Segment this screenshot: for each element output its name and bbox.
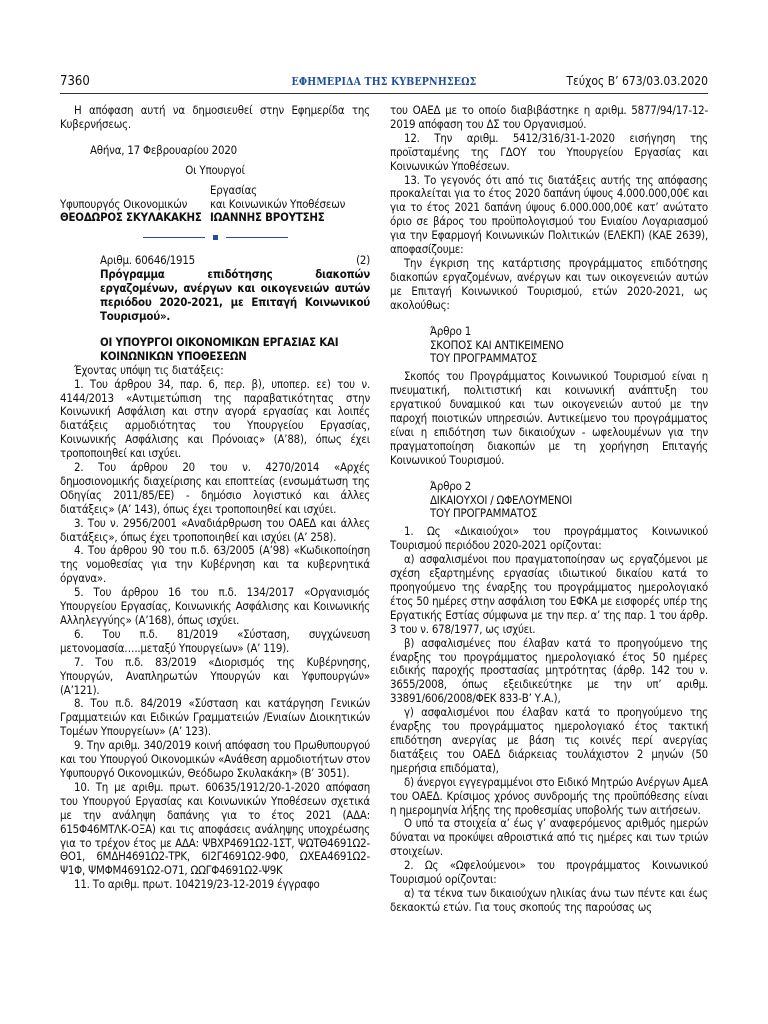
legal-basis-item: 4. Του άρθρου 90 του π.δ. 63/2005 (Α’98) «Κωδικοποίηση της νομοθεσίας για την Κυβέρνηση και τα κυβερνητικά όργανα». xyxy=(60,543,370,586)
article1-text: Σκοπός του Προγράμματος Κοινωνικού Τουρισμού είναι η πνευματική, πολιτιστική και κοινωνική ανάπτυξη του εργατικού δυναμικού και των οικογενειών αυτού με την παροχή ποιοτικών υπηρεσιών. Αντικείμενο του προγράμματος είναι η επιδότηση των δικαιούχων - ωφελουμένων για την πραγματοποίηση διακοπών με τη χορήγηση Επιταγής Κοινωνικού Τουρισμού. xyxy=(390,369,708,467)
place-date: Αθήνα, 17 Φεβρουαρίου 2020 xyxy=(90,142,237,157)
article2-paragraphs xyxy=(390,525,708,914)
gazette-name: ΕΦΗΜΕΡΙΔΑ ΤΗΣ ΚΥΒΕΡΝΗΣΕΩΣ xyxy=(291,74,477,88)
decision-header xyxy=(60,254,370,268)
legal-basis-item: 11. Το αριθμ. πρωτ. 104219/23-12-2019 έγγραφο xyxy=(74,877,320,892)
left-items xyxy=(60,378,370,893)
legal-basis-item: του ΟΑΕΔ με το οποίο διαβιβάστηκε η αριθμ. 5877/94/17-12-2019 απόφαση του ΔΣ του Οργανισμού. xyxy=(390,103,708,131)
article2-paragraph: γ) ασφαλισμένοι που έλαβαν κατά το προηγούμενο της έναρξης του προγράμματος ημερολογιακό έτος τακτική επιδότηση ανεργίας με βάση τις κοινές περί ανεργίας διατάξεις του ΟΑΕΔ διάρκειας τουλάχιστον 2 μηνών (50 ημερήσια επιδόματα), xyxy=(390,705,708,775)
legal-basis-item: Την έγκριση της κατάρτισης προγράμματος επιδότησης διακοπών εργαζομένων, ανέργων και των οικογενειών αυτών με Επιταγή Κοινωνικού Τουρισμού, ετών 2020-2021, ως ακολούθως: xyxy=(390,255,708,312)
sig-right-role-2: και Κοινωνικών Υποθέσεων xyxy=(210,196,346,211)
article2-paragraph: Ο υπό τα στοιχεία α’ έως γ’ αναφερόμενος αριθμός ημερών δύναται να προκύψει αθροιστικά από τις ημέρες και των τριών στοιχείων. xyxy=(390,816,708,859)
considering-line: Έχοντας υπόψη τις διατάξεις: xyxy=(74,362,224,377)
decision-number: Αριθμ. 60646/1915 xyxy=(100,253,195,268)
decision-title: Πρόγραμμα επιδότησης διακοπών εργαζομένων, ανέργων και οικογενειών αυτών περιόδου 2020-2021, με Επιταγή Κοινωνικού Τουρισμού». xyxy=(100,267,370,323)
legal-basis-item: 8. Του π.δ. 84/2019 «Σύσταση και κατάργηση Γενικών Γραμματειών και Ειδικών Γραμματειών /Ενιαίων Διοικητικών Τομέων Υπουργείων» (Α’ 123). xyxy=(60,696,370,739)
ministers-title: Οι Υπουργοί xyxy=(185,162,245,177)
article2-paragraph: 1. Ως «Δικαιούχοι» του προγράμματος Κοινωνικού Τουρισμού περιόδου 2020-2021 ορίζονται: xyxy=(390,524,708,553)
sig-right-name: ΙΩΑΝΝΗΣ ΒΡΟΥΤΣΗΣ xyxy=(210,210,325,225)
article2-paragraph: α) τα τέκνα των δικαιούχων ηλικίας άνω των πέντε και έως δεκαοκτώ ετών. Για τους σκοπούς της παρούσας ως xyxy=(390,885,708,914)
article2-paragraph: α) ασφαλισμένοι που πραγματοποίησαν ως εργαζόμενοι με σχέση εξαρτημένης εργασίας ιδιωτικού δικαίου κατά το προηγούμενο της έναρξης του προγράμματος ημερολογιακό έτος 50 ημέρες στην ασφάλιση του ΕΦΚΑ με εισφορές υπέρ της Εργατικής Εστίας σύμφωνα με την περ. α’ της παρ. 1 του άρθρ. 3 του ν. 678/1977, ως ισχύει. xyxy=(390,552,708,636)
legal-basis-item: 12. Την αριθμ. 5412/316/31-1-2020 εισήγηση της προϊσταμένης της ΓΔΟΥ του Υπουργείου Εργασίας και Κοινωνικών Υποθέσεων. xyxy=(390,130,708,173)
article2-paragraph: β) ασφαλισμένες που έλαβαν κατά το προηγούμενο της έναρξης του προγράμματος ημερολογιακό έτος 50 ημέρες ειδικής παροχής προστασίας μητρότητας (άρθρ. 142 του ν. 3655/2008, όπως εξειδικεύτηκε με την υπ’ αριθμ. 33891/606/2008/ΦΕΚ 833-Β’ Υ.Α.), xyxy=(390,635,708,706)
sig-left-name: ΘΕΟΔΩΡΟΣ ΣΚΥΛΑΚΑΚΗΣ xyxy=(60,210,202,225)
legal-basis-item: 5. Του άρθρου 16 του π.δ. 134/2017 «Οργανισμός Υπουργείου Εργασίας, Κοινωνικής Ασφάλισης και Κοινωνικής Αλληλεγγύης» (Α’168), όπως ισχύει. xyxy=(60,585,370,627)
decision-index: (2) xyxy=(356,253,370,268)
legal-basis-item: 6. Του π.δ. 81/2019 «Σύσταση, συγχώνευση μετονομασία…..μεταξύ Υπουργείων» (Α’ 119). xyxy=(60,626,370,655)
publish-line: Η απόφαση αυτή να δημοσιευθεί στην Εφημερίδα της Κυβερνήσεως. xyxy=(60,103,370,131)
page-number: 7360 xyxy=(60,74,90,89)
legal-basis-item: 7. Του π.δ. 83/2019 «Διορισμός της Κυβέρνησης, Υπουργών, Αναπληρωτών Υπουργών και Υφυπουργών» (Α’121). xyxy=(60,654,370,697)
page-header xyxy=(60,74,708,90)
article2-title-2: ΤΟΥ ΠΡΟΓΡΑΜΜΑΤΟΣ xyxy=(430,506,537,521)
article2-paragraph: 2. Ως «Ωφελούμενοι» του προγράμματος Κοινωνικού Τουρισμού ορίζονται: xyxy=(390,858,708,887)
legal-basis-item: 2. Του άρθρου 20 του ν. 4270/2014 «Αρχές δημοσιονομικής διαχείρισης και εποπτείας (ενσωμάτωση της Οδηγίας 2011/85/ΕΕ) - δημόσιο λογιστικό και άλλες διατάξεις» (Α’ 143), όπως έχει τροποποιηθεί και ισχύει. xyxy=(60,460,370,516)
section-divider xyxy=(60,235,370,240)
right-column xyxy=(390,104,708,915)
legal-basis-item: 9. Την αριθμ. 340/2019 κοινή απόφαση του Πρωθυπουργού και του Υπουργού Οικονομικών «Ανάθεση αρμοδιοτήτων στον Υφυπουργό Οικονομικών, Θεόδωρο Σκυλακάκη» (Β’ 3051). xyxy=(60,738,370,780)
issue-reference: Τεύχος B’ 673/03.03.2020 xyxy=(566,74,708,88)
legal-basis-item: 1. Του άρθρου 34, παρ. 6, περ. β), υποπερ. εε) του ν. 4144/2013 «Αντιμετώπιση της παραβατικότητας στην Κοινωνική Ασφάλιση και στην αγορά εργασίας και λοιπές διατάξεις αρμοδιότητας του Υπουργείου Εργασίας, Κοινωνικής Ασφάλισης και Πρόνοιας» (Α’88), όπως έχει τροποποιηθεί και ισχύει. xyxy=(60,376,370,461)
sig-right-role-1: Εργασίας xyxy=(210,182,257,197)
article2-title-1: ΔΙΚΑΙΟΥΧΟΙ / ΩΦΕΛΟΥΜΕΝΟΙ xyxy=(430,492,573,507)
header-rule xyxy=(60,93,708,94)
article1-label: Άρθρο 1 xyxy=(430,323,472,338)
article2-label: Άρθρο 2 xyxy=(430,478,472,493)
article2-paragraph: δ) άνεργοι εγγεγραμμένοι στο Ειδικό Μητρώο Ανέργων ΑμεΑ του ΟΑΕΔ. Κρίσιμος χρόνος συνδρομής της προϋπόθεσης είναι η ημερομηνία λήξης της προθεσμίας υποβολής των αιτήσεων. xyxy=(390,774,708,817)
authority-title: ΟΙ ΥΠΟΥΡΓΟΙ ΟΙΚΟΝΟΜΙΚΩΝ ΕΡΓΑΣΙΑΣ ΚΑΙ ΚΟΙΝΩΝΙΚΩΝ ΥΠΟΘΕΣΕΩΝ xyxy=(100,334,339,363)
signatures xyxy=(60,184,370,226)
article1-title-1: ΣΚΟΠΟΣ ΚΑΙ ΑΝΤΙΚΕΙΜΕΝΟ xyxy=(430,337,564,352)
legal-basis-item: 3. Του ν. 2956/2001 «Αναδιάρθρωση του ΟΑΕΔ και άλλες διατάξεις», όπως έχει τροποποιηθεί και ισχύει (Α’ 258). xyxy=(60,515,370,544)
legal-basis-item: 13. Το γεγονός ότι από τις διατάξεις αυτής της απόφασης προκαλείται για το έτος 2020 δαπάνη ύψους 4.000.000,00€ και για το έτος 2021 δαπάνη ύψους 6.000.000,00€ κατ’ ανώτατο όριο σε βάρος του προϋπολογισμού του Ενιαίου Λογαριασμού για την Εφαρμογή Κοινωνικών Πολιτικών (ΕΛΕΚΠ) (ΚΑΕ 2639), αποφασίζουμε: xyxy=(390,172,708,257)
legal-basis-item: 10. Τη με αριθμ. πρωτ. 60635/1912/20-1-2020 απόφαση του Υπουργού Εργασίας και Κοινωνικών Υποθέσεων σχετικά με την ανάληψη δαπάνης για το έτος 2021 (ΑΔΑ: 615Φ46ΜΤΛΚ-ΟΞΑ) και τις αποφάσεις ανάληψης υποχρέωσης για το τρέχον έτος με ΑΔΑ: ΨΒΧΡ4691Ω2-1ΣΤ, ΨΩΤΘ4691Ω2-ΘΟ1, 6ΜΔΗ4691Ω2-ΤΡΚ, 6Ι2Γ4691Ω2-9Φ0, ΩΧΕΑ4691Ω2-Ψ1Φ, ΨΜΦΜ4691Ω2-Ο71, ΩΩΓΦ4691Ω2-Ψ9Κ xyxy=(60,779,370,878)
sig-left-role: Υφυπουργός Οικονομικών xyxy=(60,196,188,211)
left-column xyxy=(60,104,370,892)
article1-title-2: ΤΟΥ ΠΡΟΓΡΑΜΜΑΤΟΣ xyxy=(430,351,537,366)
right-items xyxy=(390,104,708,313)
